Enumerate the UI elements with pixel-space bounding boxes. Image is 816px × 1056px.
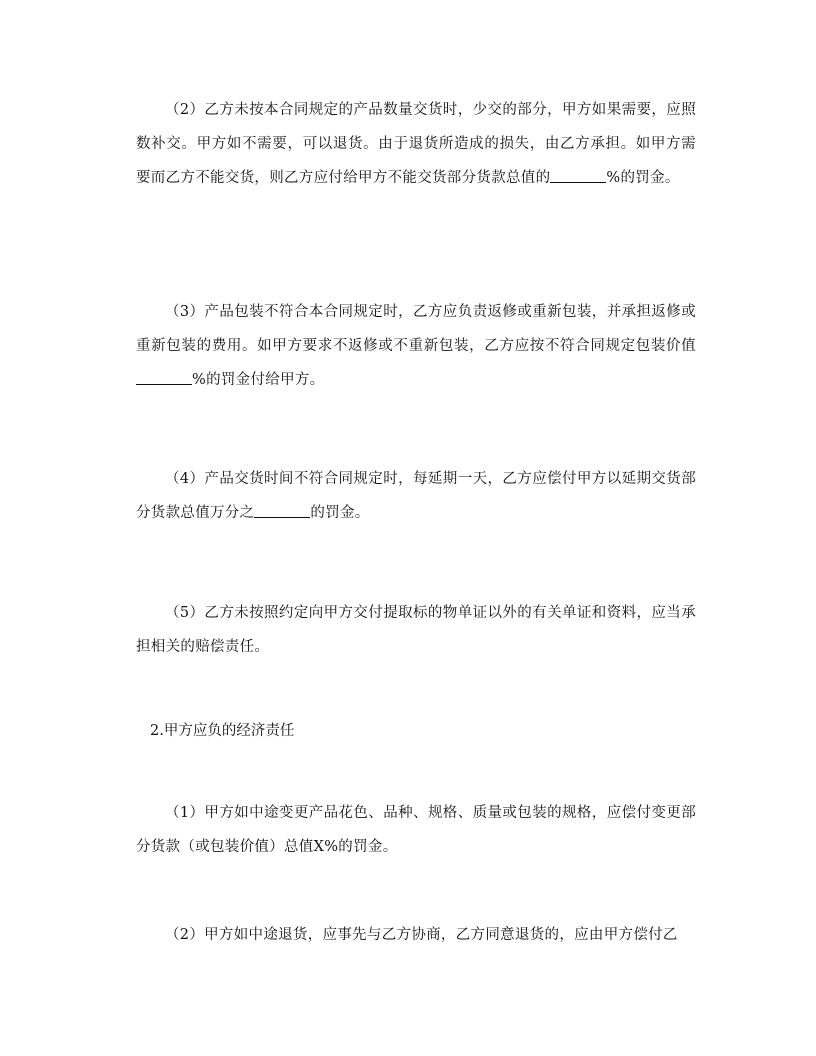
clause-2-party-a-return xyxy=(136,918,696,952)
clause-text: （5）乙方未按照约定向甲方交付提取标的物单证以外的有关单证和资料，应当承担相关的赔偿责任。 xyxy=(136,605,696,655)
blank-fill-line xyxy=(550,168,606,183)
clause-text: %的罚金付给甲方。 xyxy=(192,372,325,388)
clause-2-quantity-shortfall xyxy=(136,93,696,195)
clause-3-packaging xyxy=(136,295,696,397)
clause-text: 的罚金。 xyxy=(310,505,370,521)
clause-text: （2）甲方如中途退货，应事先与乙方协商，乙方同意退货的，应由甲方偿付乙 xyxy=(165,927,678,943)
clause-text: （4）产品交货时间不符合同规定时，每延期一天，乙方应偿付甲方以延期交货部分货款总值万分之 xyxy=(136,471,696,521)
blank-fill-line xyxy=(136,370,192,385)
clause-text: （3）产品包装不符合本合同规定时，乙方应负责返修或重新包装，并承担返修或重新包装的费用。如甲方要求不返修或不重新包装，乙方应按不符合同规定包装价值 xyxy=(136,304,696,354)
clause-4-delivery-delay xyxy=(136,462,696,530)
blank-fill-line xyxy=(254,503,310,518)
clause-5-documents xyxy=(136,596,696,664)
heading-text: 2.甲方应负的经济责任 xyxy=(150,723,295,739)
clause-text: （1）甲方如中途变更产品花色、品种、规格、质量或包装的规格，应偿付变更部分货款（或包装价值）总值X%的罚金。 xyxy=(136,805,696,855)
clause-1-party-a-change xyxy=(136,796,696,864)
section-heading-party-a-liability xyxy=(150,714,294,748)
clause-text: （2）乙方未按本合同规定的产品数量交货时，少交的部分，甲方如果需要，应照数补交。甲方如不需要，可以退货。由于退货所造成的损失，由乙方承担。如甲方需要而乙方不能交货，则乙方应付给甲方不能交货部分货款总值的 xyxy=(136,102,696,186)
clause-text: %的罚金。 xyxy=(606,170,680,186)
